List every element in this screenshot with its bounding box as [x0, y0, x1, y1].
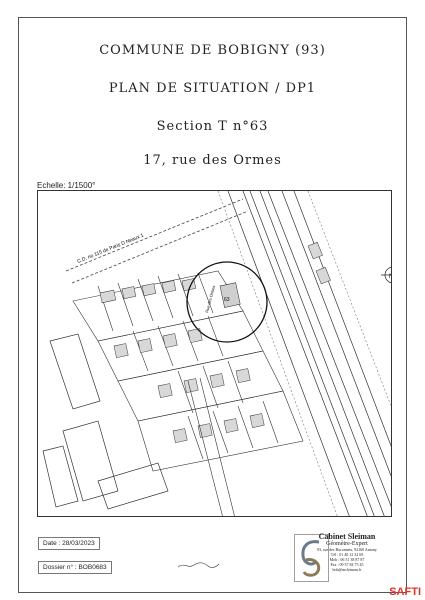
cadastral-map: [37, 190, 392, 517]
north-arrow-icon: [381, 267, 392, 283]
firm-address: 93, rue des Baconnets, 92160 Antony: [317, 547, 377, 552]
firm-tel: Tél : 01 40 12 32 69: [330, 552, 364, 557]
footer: [18, 528, 407, 593]
parcel-number: 63: [224, 297, 230, 303]
main-road-label: C.D. no 115 de Paris D Neaux 1: [76, 232, 145, 265]
firm-subtitle: Géomètre-Expert: [326, 541, 368, 547]
buildings: [100, 242, 331, 442]
large-buildings: [43, 334, 168, 509]
north-label: N: [389, 274, 393, 280]
address-line: 17, rue des Ormes: [143, 153, 282, 168]
safti-watermark: SAFTI: [389, 586, 421, 598]
title-block: [18, 17, 407, 180]
commune-title: COMMUNE DE BOBIGNY (93): [99, 43, 326, 58]
firm-name: Cabinet Sleiman: [318, 532, 376, 541]
firm-email: bob@mcleiman.fr: [332, 567, 362, 572]
firm-block: [288, 532, 406, 572]
plan-title: PLAN DE SITUATION / DP1: [108, 81, 317, 96]
map-drawing: [38, 191, 392, 517]
highlighted-parcel: [220, 283, 240, 308]
section-number: Section T n°63: [156, 119, 269, 134]
dossier-label: Dossier n° : BOB0683: [38, 561, 112, 574]
rue-des-ormes: [188, 378, 235, 517]
signature-icon: [176, 560, 221, 570]
firm-fax: Fax : 09 57 84 75 45: [330, 562, 364, 567]
main-road: [66, 199, 248, 283]
railway: [228, 191, 392, 517]
date-label: Date : 28/03/2023: [38, 537, 100, 550]
scale-label: Echelle: 1/1500°: [37, 181, 96, 190]
rue-ormes-label: Rue des Ormes: [204, 284, 217, 314]
firm-mob: Mob : 06 51 38 87 87: [329, 557, 365, 562]
